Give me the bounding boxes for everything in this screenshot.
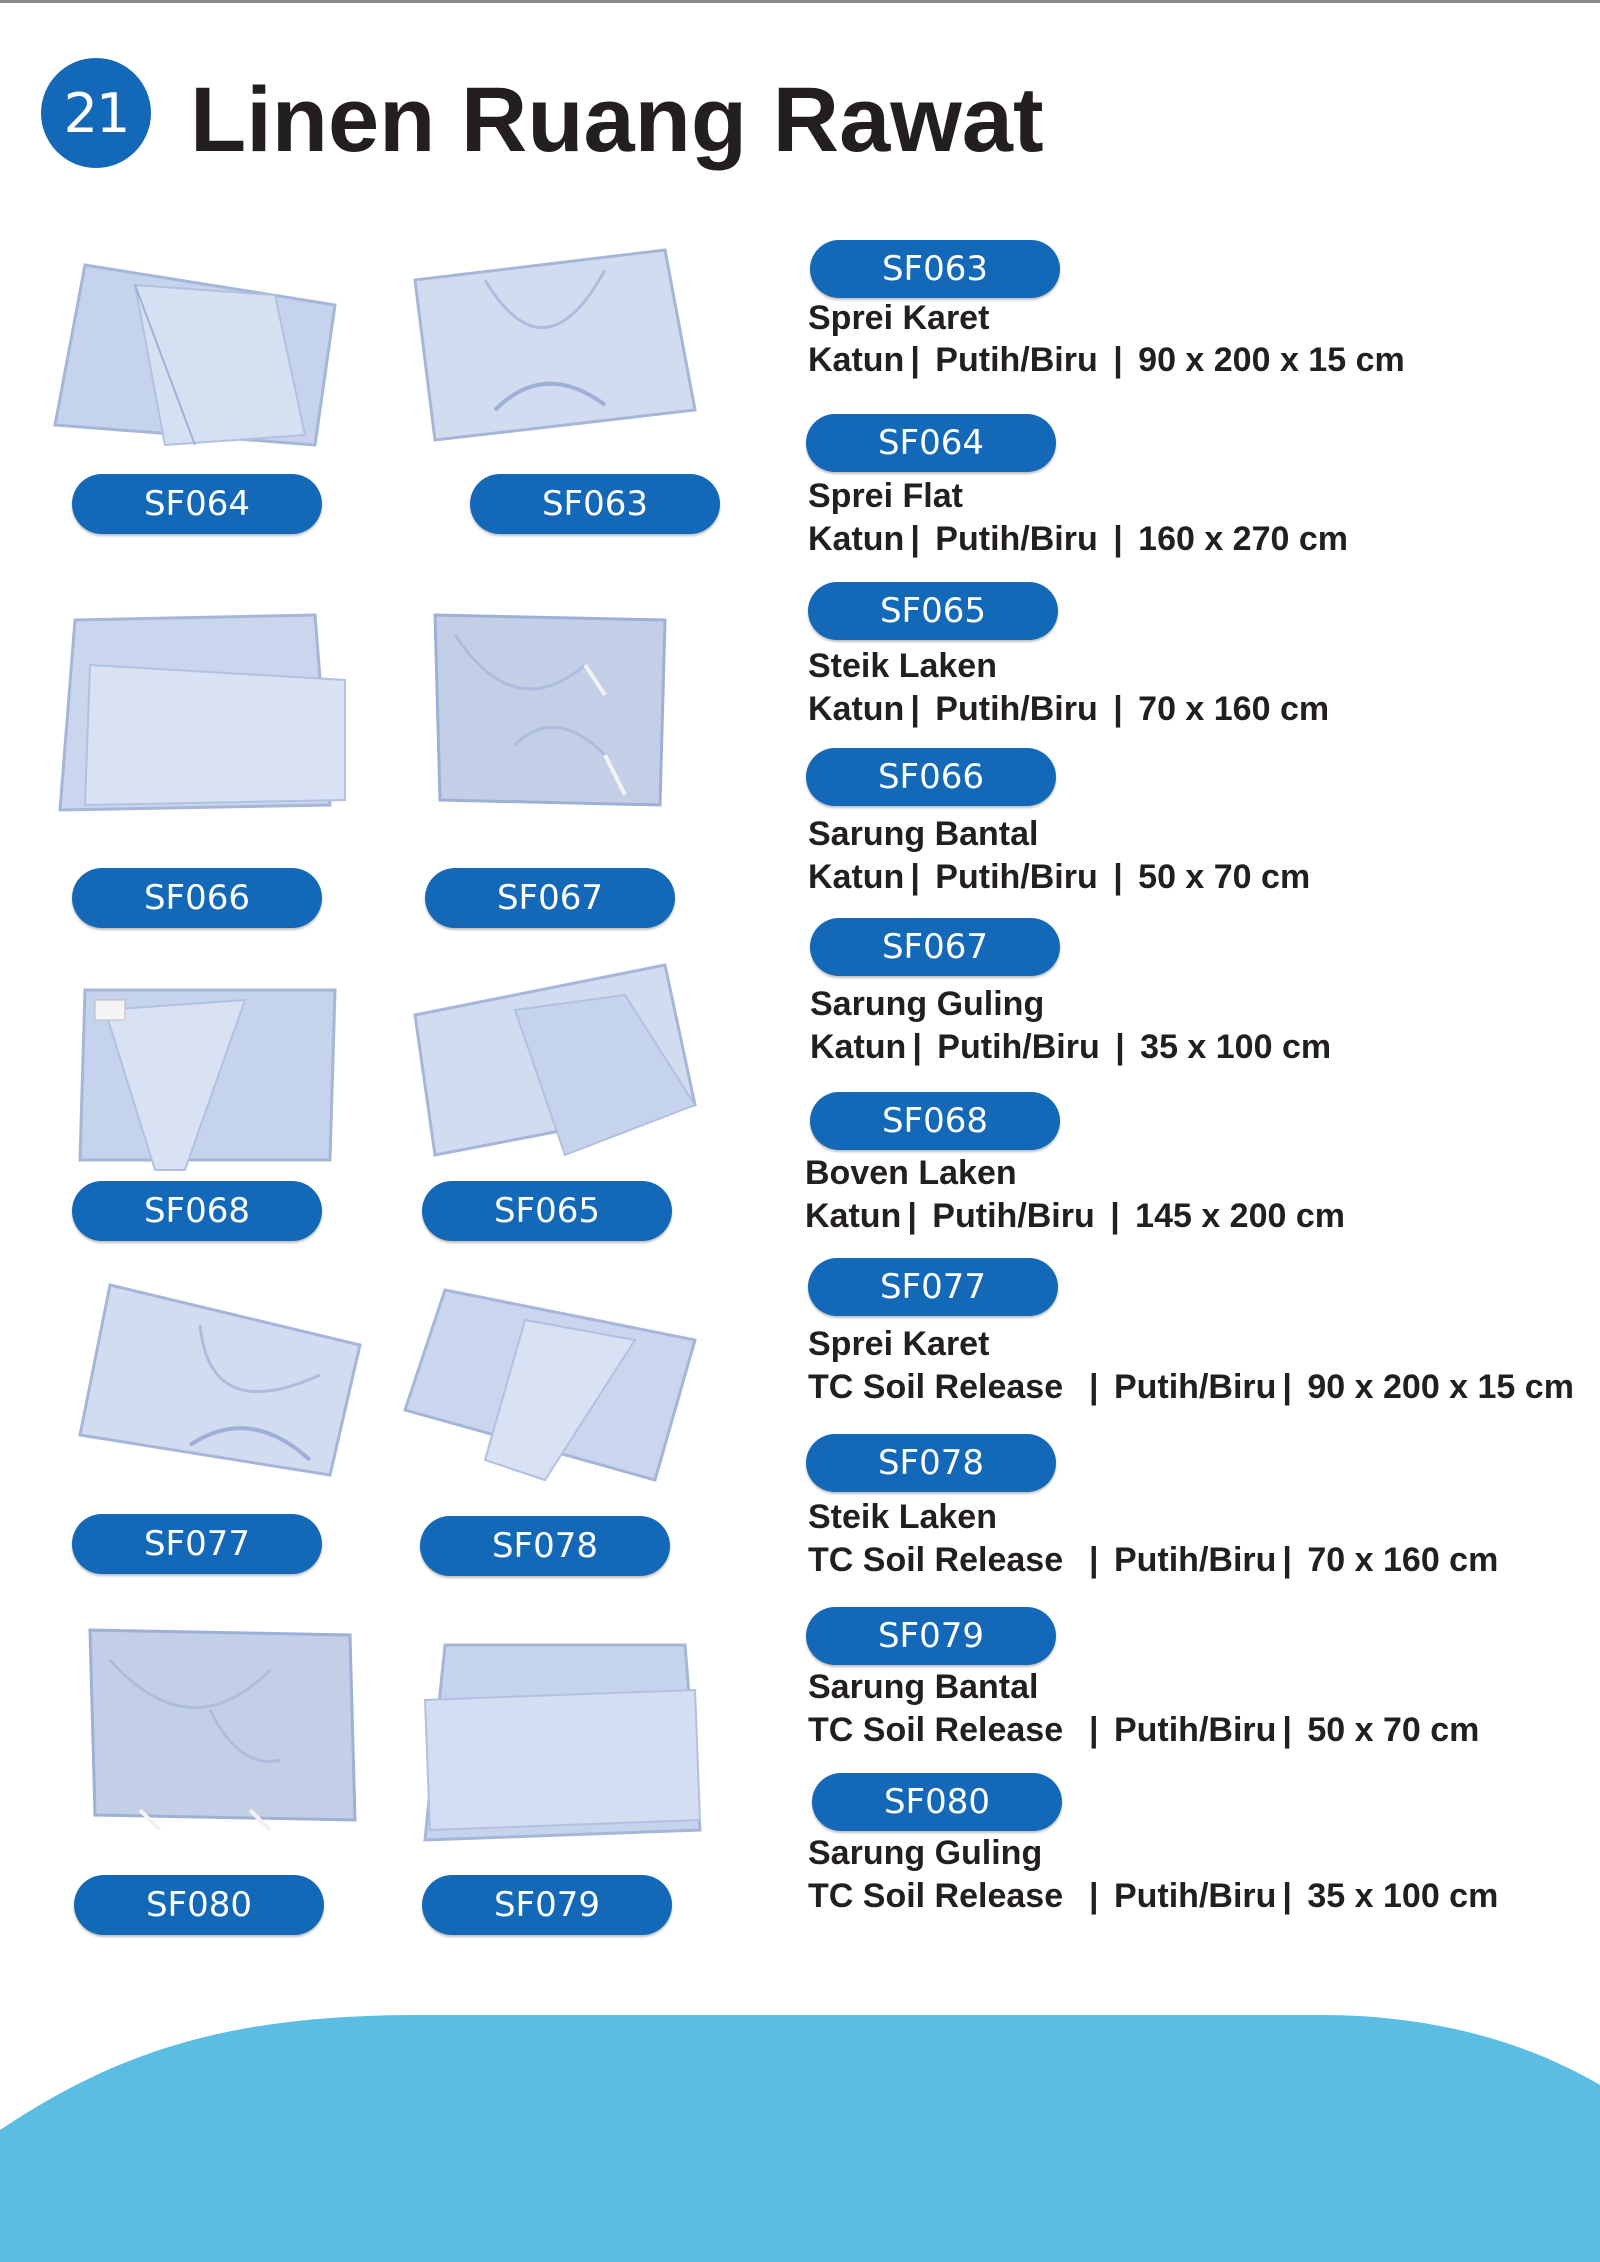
spec-color: Putih/Biru [1113, 1368, 1277, 1406]
spec-name: Sarung Bantal [808, 815, 1039, 853]
spec-separator: | [1282, 1711, 1292, 1749]
product-code-pill-sf078: SF078 [420, 1516, 670, 1576]
spec-name: Sarung Guling [810, 985, 1045, 1023]
spec-size: 35 x 100 cm [1140, 1028, 1332, 1066]
product-photo-sf065 [380, 945, 720, 1175]
spec-separator: | [1282, 1368, 1292, 1406]
product-code-pill-sf067: SF067 [425, 868, 675, 928]
spec-material: TC Soil Release [808, 1368, 1064, 1406]
spec-name: Sprei Flat [808, 477, 963, 515]
spec-separator: | [1089, 1877, 1099, 1915]
spec-name: Boven Laken [805, 1154, 1017, 1192]
spec-size: 90 x 200 x 15 cm [1307, 1368, 1574, 1406]
spec-color: Putih/Biru [932, 1197, 1095, 1235]
spec-size: 50 x 70 cm [1307, 1711, 1480, 1749]
spec-material: TC Soil Release [808, 1877, 1064, 1915]
spec-size: 70 x 160 cm [1138, 690, 1330, 728]
spec-separator: | [1089, 1541, 1099, 1579]
spec-separator: | [1089, 1711, 1099, 1749]
spec-code-pill: SF078 [806, 1434, 1056, 1492]
product-code-pill-sf068: SF068 [72, 1181, 322, 1241]
spec-code-pill: SF079 [806, 1607, 1056, 1665]
spec-color: Putih/Biru [937, 1028, 1100, 1066]
folded-sheet-icon [45, 970, 355, 1180]
spec-separator: | [1282, 1541, 1292, 1579]
spec-detail-line [808, 689, 1329, 729]
flat-sheet-icon [395, 955, 705, 1165]
spec-code-pill: SF067 [810, 918, 1060, 976]
spec-material: Katun [808, 858, 905, 896]
spec-detail-line [808, 1876, 1498, 1916]
spec-color: Putih/Biru [1113, 1541, 1277, 1579]
spec-material: Katun [810, 1028, 907, 1066]
spec-name: Steik Laken [808, 1498, 997, 1536]
product-photo-sf079 [390, 1620, 730, 1850]
spec-separator: | [1115, 1028, 1125, 1066]
spec-code-pill: SF068 [810, 1092, 1060, 1150]
spec-detail-line [808, 1710, 1479, 1750]
product-code-pill-sf066: SF066 [72, 868, 322, 928]
spec-separator: | [910, 858, 920, 896]
spec-detail-line [810, 1027, 1331, 1067]
spec-detail-line [805, 1196, 1345, 1236]
spec-code-pill: SF063 [810, 240, 1060, 298]
product-photo-sf078 [380, 1270, 720, 1500]
spec-separator: | [1113, 341, 1123, 379]
spec-separator: | [910, 690, 920, 728]
spec-code-pill: SF065 [808, 582, 1058, 640]
spec-separator: | [1113, 858, 1123, 896]
spec-detail-line [808, 1367, 1574, 1407]
spec-material: TC Soil Release [808, 1711, 1064, 1749]
spec-separator: | [1113, 690, 1123, 728]
spec-material: TC Soil Release [808, 1541, 1064, 1579]
spec-separator: | [912, 1028, 922, 1066]
product-photo-sf064 [30, 235, 370, 465]
spec-color: Putih/Biru [1113, 1711, 1277, 1749]
spec-color: Putih/Biru [935, 858, 1098, 896]
drawstring-case-icon [60, 1620, 370, 1830]
spec-detail-line [808, 519, 1348, 559]
spec-size: 145 x 200 cm [1135, 1197, 1345, 1235]
product-photo-sf063 [380, 230, 720, 460]
spec-detail-line [808, 857, 1310, 897]
spec-separator: | [1282, 1877, 1292, 1915]
spec-color: Putih/Biru [935, 520, 1098, 558]
spec-detail-line [808, 340, 1405, 380]
product-code-pill-sf065: SF065 [422, 1181, 672, 1241]
product-code-pill-sf079: SF079 [422, 1875, 672, 1935]
folded-sheet-icon [45, 605, 355, 815]
spec-size: 50 x 70 cm [1138, 858, 1311, 896]
spec-color: Putih/Biru [1113, 1877, 1277, 1915]
spec-separator: | [1113, 520, 1123, 558]
spec-size: 160 x 270 cm [1138, 520, 1348, 558]
spec-name: Sarung Guling [808, 1834, 1043, 1872]
spec-detail-line [808, 1540, 1498, 1580]
spec-material: Katun [805, 1197, 902, 1235]
spec-code-pill: SF077 [808, 1258, 1058, 1316]
fitted-sheet-icon [60, 1275, 370, 1485]
top-rule [0, 0, 1600, 3]
flat-sheet-icon [395, 1280, 705, 1490]
product-code-pill-sf077: SF077 [72, 1514, 322, 1574]
spec-material: Katun [808, 690, 905, 728]
spec-material: Katun [808, 520, 905, 558]
spec-name: Sprei Karet [808, 299, 990, 337]
spec-code-pill: SF066 [806, 748, 1056, 806]
spec-size: 35 x 100 cm [1307, 1877, 1499, 1915]
pillowcase-icon [405, 1630, 715, 1840]
spec-code-pill: SF080 [812, 1773, 1062, 1831]
product-photo-sf068 [30, 960, 370, 1190]
spec-color: Putih/Biru [935, 341, 1098, 379]
spec-separator: | [907, 1197, 917, 1235]
spec-code-pill: SF064 [806, 414, 1056, 472]
spec-name: Steik Laken [808, 647, 997, 685]
spec-name: Sarung Bantal [808, 1668, 1039, 1706]
product-photo-sf077 [45, 1265, 385, 1495]
spec-size: 70 x 160 cm [1307, 1541, 1499, 1579]
spec-separator: | [1089, 1368, 1099, 1406]
product-photo-sf066 [30, 595, 370, 825]
drawstring-case-icon [395, 605, 705, 815]
product-code-pill-sf063: SF063 [470, 474, 720, 534]
spec-name: Sprei Karet [808, 1325, 990, 1363]
flat-sheet-icon [45, 245, 355, 455]
fitted-sheet-icon [395, 240, 705, 450]
product-code-pill-sf064: SF064 [72, 474, 322, 534]
product-photo-sf080 [45, 1610, 385, 1840]
product-photo-sf067 [380, 595, 720, 825]
spec-color: Putih/Biru [935, 690, 1098, 728]
spec-material: Katun [808, 341, 905, 379]
product-code-pill-sf080: SF080 [74, 1875, 324, 1935]
page-number-badge: 21 [41, 58, 151, 168]
spec-separator: | [1110, 1197, 1120, 1235]
footer-wave [0, 2010, 1600, 2262]
spec-size: 90 x 200 x 15 cm [1138, 341, 1405, 379]
page-title: Linen Ruang Rawat [190, 69, 1044, 171]
spec-separator: | [910, 520, 920, 558]
spec-separator: | [910, 341, 920, 379]
